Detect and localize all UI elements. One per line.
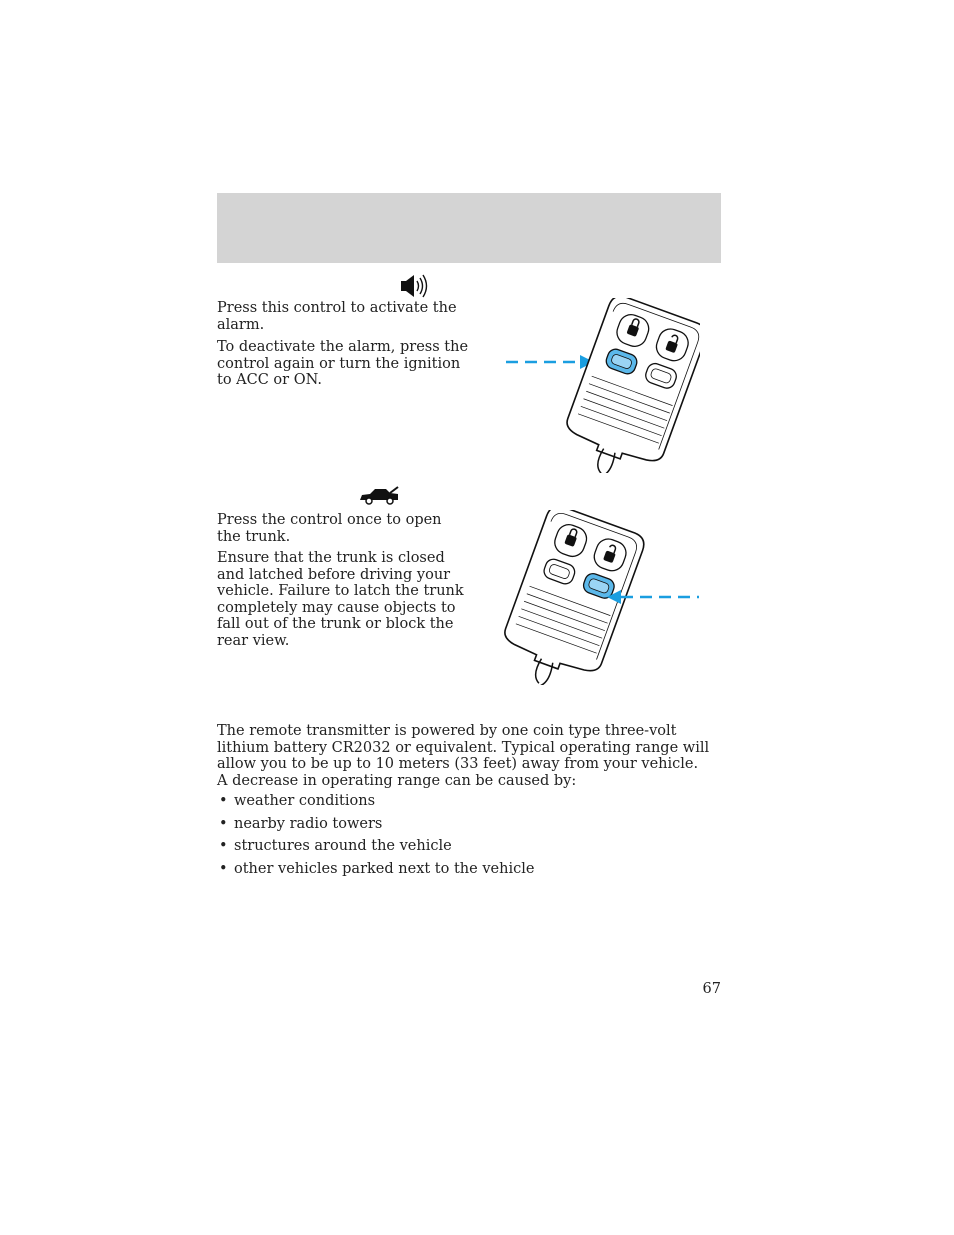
range-factors-list <box>217 793 737 883</box>
alarm-deactivate-text: To deactivate the alarm, press the control again or turn the ignition to ACC or ON. <box>217 339 469 388</box>
remote-fob-trunk-illustration <box>495 510 705 685</box>
list-item: • nearby radio towers <box>219 815 383 832</box>
list-item: • structures around the vehicle <box>219 838 452 854</box>
list-item: • weather conditions <box>219 793 376 809</box>
trunk-warning-text: Ensure that the trunk is closed and latched before driving your vehicle. Failure to latch the trunk completely may cause objects to fall out of the trunk or block the rear view. <box>217 550 464 649</box>
list-item: • other vehicles parked next to the vehicle <box>219 860 535 877</box>
alarm-activate-text: Press this control to activate the alarm. <box>217 300 457 333</box>
header-band <box>217 193 721 263</box>
speaker-icon <box>399 274 429 298</box>
car-trunk-icon <box>358 486 400 506</box>
key-fob-body <box>553 298 700 473</box>
battery-info-text: The remote transmitter is powered by one coin type three-volt lithium battery CR2032 or equivalent. Typical operating range will allow you to be up to 10 meters (33 feet) away from your vehicle. A decrease in operating range can be caused by: <box>217 723 710 789</box>
page-number: 67 <box>702 981 721 997</box>
trunk-open-text: Press the control once to open the trunk. <box>217 512 442 545</box>
remote-fob-alarm-illustration <box>500 298 700 473</box>
